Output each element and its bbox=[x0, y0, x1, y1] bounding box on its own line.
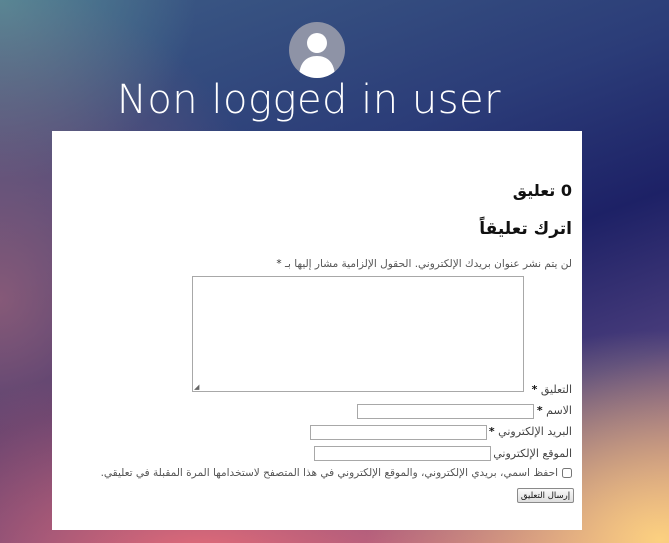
comment-label-text: التعليق bbox=[540, 383, 572, 396]
email-label-text: البريد الإلكتروني bbox=[498, 425, 572, 438]
resize-grip-icon[interactable]: ◢ bbox=[194, 383, 200, 391]
reply-heading: اترك تعليقاً bbox=[479, 219, 572, 239]
comment-label bbox=[532, 383, 572, 396]
name-required-mark: * bbox=[536, 404, 543, 417]
name-field[interactable] bbox=[357, 404, 534, 419]
cookies-consent bbox=[101, 467, 572, 479]
name-label-text: الاسم bbox=[546, 404, 572, 417]
page-title: Non logged in user bbox=[116, 77, 502, 123]
url-label bbox=[493, 447, 572, 460]
email-required-mark: * bbox=[488, 425, 495, 438]
comment-textarea[interactable] bbox=[192, 276, 524, 392]
cookies-checkbox[interactable] bbox=[562, 468, 572, 478]
user-avatar-icon bbox=[289, 22, 345, 78]
comment-required-mark: * bbox=[531, 383, 538, 396]
email-field[interactable] bbox=[310, 425, 487, 440]
required-mark: * bbox=[276, 258, 282, 270]
url-label-text: الموقع الإلكتروني bbox=[493, 447, 572, 460]
comment-notes bbox=[276, 258, 572, 270]
cookies-label: احفظ اسمي، بريدي الإلكتروني، والموقع الإلكتروني في هذا المتصفح لاستخدامها المرة المقبلة في تعليقي. bbox=[100, 467, 558, 479]
email-label bbox=[489, 425, 572, 438]
user-silhouette-icon bbox=[289, 22, 345, 78]
url-field[interactable] bbox=[314, 446, 491, 461]
comments-card bbox=[52, 131, 582, 530]
name-label bbox=[537, 404, 572, 417]
submit-comment-button[interactable]: إرسال التعليق bbox=[517, 488, 574, 503]
comment-notes-text: لن يتم نشر عنوان بريدك الإلكتروني. الحقول الإلزامية مشار إليها بـ bbox=[284, 258, 572, 270]
comments-count-heading: 0 تعليق bbox=[512, 181, 572, 200]
